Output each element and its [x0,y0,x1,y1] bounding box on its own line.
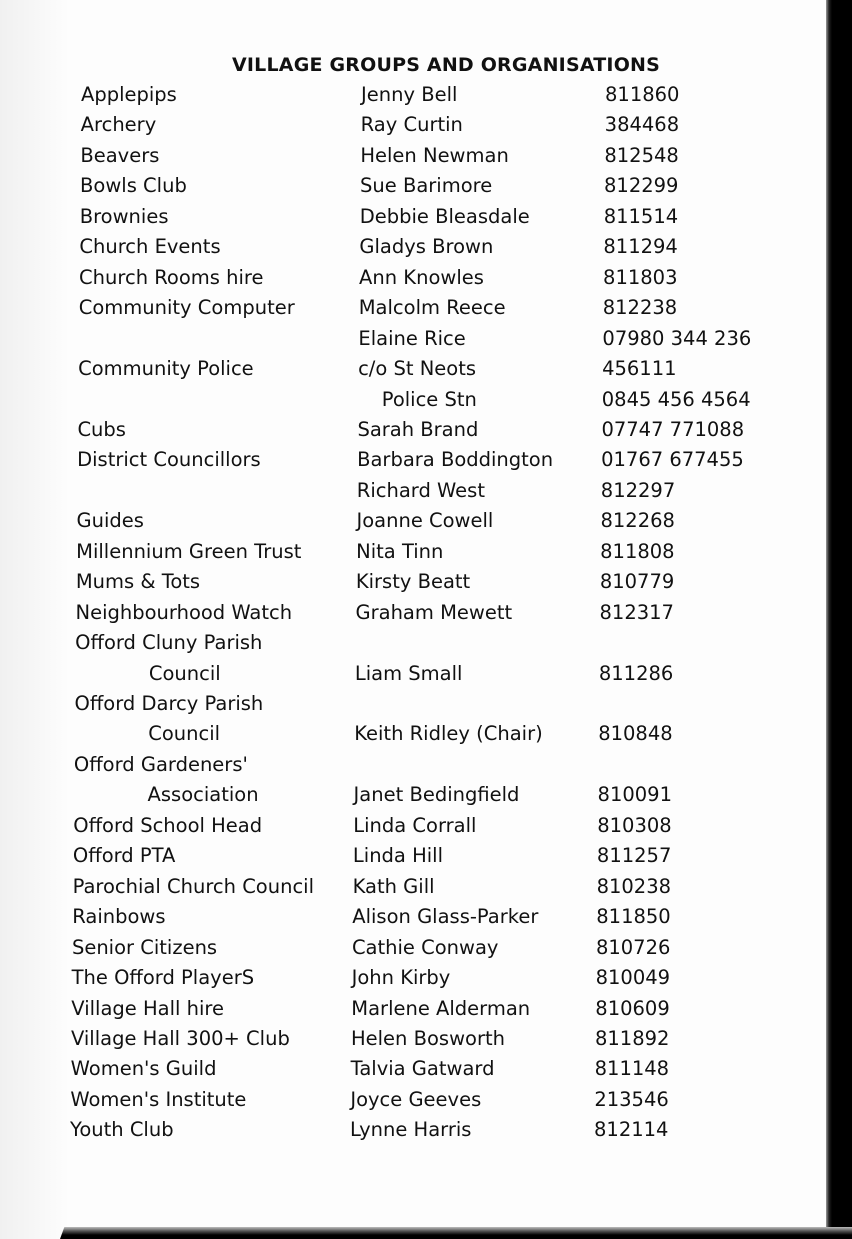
contact-name: Malcolm Reece [358,296,506,320]
table-row [0,628,852,658]
contact-name: Linda Hill [352,844,443,868]
organisation-name: Offord Cluny Parish [75,631,263,655]
contact-name: Kirsty Beatt [355,570,471,594]
phone-number: 811148 [594,1057,670,1081]
table-row [0,263,852,293]
phone-number: 213546 [594,1087,669,1111]
contact-name: Graham Mewett [355,600,513,624]
organisation-name: Mums & Tots [75,570,201,594]
phone-number: 811514 [603,204,679,228]
phone-number: 456111 [602,357,677,381]
phone-number: 810848 [598,722,673,746]
organisation-name: Village Hall hire [71,996,224,1020]
organisation-name: Senior Citizens [71,935,218,959]
contact-name: Debbie Bleasdale [359,204,530,228]
contact-name: Helen Bosworth [350,1026,505,1050]
phone-number: 812268 [600,509,675,533]
organisation-name: Youth Club [70,1118,174,1142]
table-row [0,933,852,963]
contact-name: Ray Curtin [360,113,463,137]
contact-name: Sue Barimore [360,174,493,198]
phone-number: 811286 [598,661,674,685]
table-row [0,780,852,810]
organisation-name: Association [147,783,259,807]
phone-number: 810091 [597,783,672,807]
organisation-name: Rainbows [72,905,166,929]
phone-number: 812317 [599,600,674,624]
contact-name: Richard West [356,478,485,502]
table-row [0,841,852,871]
organisation-name: Church Rooms hire [79,265,264,289]
contact-name: Sarah Brand [357,417,479,441]
table-row [0,80,852,110]
organisation-name: Guides [76,509,144,533]
phone-number: 811850 [596,905,671,929]
phone-number: 07747 771088 [601,417,745,441]
phone-number: 384468 [604,113,680,137]
contact-name: Barbara Boddington [357,448,554,472]
table-row [0,110,852,140]
organisation-name: Council [148,722,221,746]
organisation-name: Cubs [77,417,126,441]
phone-number: 811860 [605,83,680,106]
table-row [0,415,852,445]
phone-number: 812299 [604,174,679,198]
contact-name: Alison Glass-Parker [352,905,539,929]
organisation-name: Women's Guild [70,1057,217,1081]
contact-name: Ann Knowles [359,265,484,289]
contact-name: Janet Bedingfield [353,783,520,807]
organisation-name: Council [148,661,221,685]
page-title: VILLAGE GROUPS AND ORGANISATIONS [232,54,661,76]
contact-name: Helen Newman [360,143,509,167]
organisation-name: Applepips [81,83,177,106]
table-row [0,963,852,993]
organisation-name: Brownies [79,204,169,228]
phone-number: 810238 [596,874,672,898]
contact-name: Joyce Geeves [350,1087,482,1111]
table-row [0,1054,852,1084]
phone-number: 810049 [595,966,671,990]
phone-number: 812548 [604,143,679,167]
table-row [0,324,852,354]
scan-edge-bottom [60,1227,852,1239]
table-row [0,506,852,536]
table-row [0,689,852,719]
table-row [0,659,852,689]
table-row [0,811,852,841]
scan-edge-right [826,0,852,1239]
table-row [0,232,852,262]
phone-number: 811294 [603,235,678,259]
contact-name: Elaine Rice [358,326,466,350]
organisation-name: Village Hall 300+ Club [70,1026,290,1050]
phone-number: 811257 [596,844,672,868]
organisation-name: Archery [80,113,157,137]
organisation-name: Offord Gardeners' [73,752,248,776]
table-row [0,141,852,171]
table-row [0,719,852,749]
organisation-name: Community Police [78,357,254,381]
organisation-name: Offord Darcy Parish [74,692,264,715]
table-row [0,476,852,506]
organisation-name: Women's Institute [70,1087,247,1111]
organisation-name: The Offord PlayerS [71,966,255,990]
organisation-name: Beavers [80,143,160,167]
contact-name: Marlene Alderman [351,996,531,1020]
phone-number: 0845 456 4564 [601,387,751,411]
contact-name: Liam Small [354,661,463,685]
contact-name: Keith Ridley (Chair) [354,722,543,746]
contact-name: Jenny Bell [361,83,458,106]
phone-number: 811892 [594,1026,670,1050]
organisation-name: Church Events [79,235,221,259]
organisation-name: Offord PTA [72,844,176,868]
phone-number: 812297 [600,478,676,502]
contact-name: Police Stn [381,387,477,411]
table-row [0,445,852,475]
phone-number: 07980 344 236 [602,326,752,350]
table-row [0,354,852,384]
phone-number: 01767 677455 [601,448,744,472]
table-row [0,750,852,780]
phone-number: 812114 [594,1118,669,1142]
table-row [0,385,852,415]
contact-name: Talvia Gatward [350,1057,495,1081]
contact-name: Gladys Brown [359,235,494,259]
contact-name: Lynne Harris [350,1118,472,1142]
table-row [0,567,852,597]
table-row [0,171,852,201]
table-row [0,1085,852,1115]
table-row [0,902,852,932]
contact-name: John Kirby [351,966,451,990]
organisation-name: Parochial Church Council [72,874,315,898]
table-row [0,202,852,232]
organisation-name: Bowls Club [80,174,187,198]
phone-number: 810609 [595,996,670,1020]
phone-number: 810308 [597,813,672,837]
phone-number: 810726 [595,935,671,959]
contact-name: Linda Corrall [353,813,477,837]
organisation-name: Millennium Green Trust [76,539,302,563]
table-row [0,598,852,628]
contact-name: c/o St Neots [358,357,477,381]
table-row [0,994,852,1024]
table-row [0,1115,852,1145]
contact-name: Kath Gill [352,874,435,898]
table-row [0,293,852,323]
organisation-name: District Councillors [77,448,261,472]
contact-name: Cathie Conway [351,935,499,959]
phone-number: 811808 [600,539,675,563]
contact-name: Nita Tinn [356,539,444,563]
contact-name: Joanne Cowell [356,509,494,533]
phone-number: 811803 [603,265,678,289]
organisation-name: Community Computer [78,296,295,320]
phone-number: 812238 [602,296,678,320]
table-row [0,537,852,567]
table-row [0,1024,852,1054]
phone-number: 810779 [599,570,675,594]
organisation-name: Neighbourhood Watch [75,600,293,624]
organisation-name: Offord School Head [73,813,263,837]
table-row [0,872,852,902]
